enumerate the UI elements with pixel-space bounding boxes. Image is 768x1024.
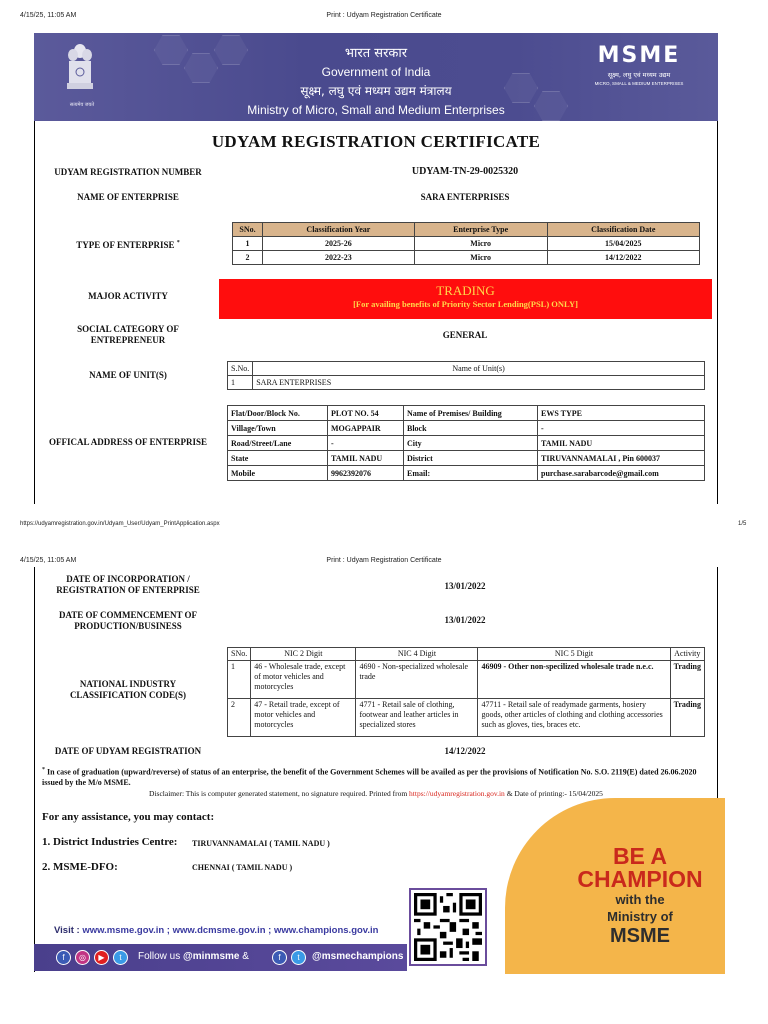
table-cell: Trading <box>670 699 704 737</box>
table-cell: Micro <box>414 237 547 251</box>
table-header-cell: S.No. <box>228 362 253 376</box>
champion-line-2: CHAMPION <box>577 866 703 892</box>
enterprise-type-star: * <box>176 240 180 246</box>
ministry-banner <box>34 33 718 121</box>
table-cell: Mobile <box>228 466 328 481</box>
table-cell: - <box>538 421 705 436</box>
major-activity-note: [For availing benefits of Priority Sector Lending(PSL) ONLY] <box>353 299 578 309</box>
follow-us-label: Follow us <box>138 951 181 962</box>
champion-badge <box>555 845 725 947</box>
table-row <box>228 436 705 451</box>
table-cell: 2025-26 <box>263 237 415 251</box>
table-cell: TAMIL NADU <box>538 436 705 451</box>
frame-border-right <box>717 121 718 504</box>
table-header-cell: Classification Date <box>547 223 699 237</box>
nic-label-line1: NATIONAL INDUSTRY <box>79 679 177 689</box>
commencement-date: 13/01/2022 <box>444 615 486 625</box>
table-row <box>228 406 705 421</box>
enterprise-type-label <box>40 238 216 251</box>
champion-line-5: MSME <box>610 925 670 947</box>
commencement-label-line2: PRODUCTION/BUSINESS <box>74 621 182 631</box>
table-cell: 4690 - Non-specialized wholesale trade <box>356 661 478 699</box>
table-header-cell: SNo. <box>228 648 251 661</box>
disclaimer-print-date: & Date of printing:- 15/04/2025 <box>506 789 603 798</box>
table-cell: 1 <box>228 661 251 699</box>
table-cell: 47711 - Retail sale of readymade garments, hosiery goods, other articles of clothing and clothing accessories such as gloves, ties, braces etc. <box>478 699 670 737</box>
graduation-footnote <box>42 765 706 788</box>
footnote-star: * <box>42 767 45 773</box>
table-row <box>228 661 705 699</box>
table-row <box>233 237 700 251</box>
table-cell: 2 <box>228 699 251 737</box>
msme-logo-english: MICRO, SMALL & MEDIUM ENTERPRISES <box>594 81 684 86</box>
government-of-india: Government of India <box>321 65 431 79</box>
major-activity-box <box>219 279 712 319</box>
ministry-name: Ministry of Micro, Small and Medium Enterprises <box>247 103 505 117</box>
table-cell: 2 <box>233 251 263 265</box>
table-cell: 1 <box>228 376 253 390</box>
dfo-label: 2. MSME-DFO: <box>42 861 118 873</box>
table-cell: District <box>404 451 538 466</box>
table-cell: 9962392076 <box>328 466 404 481</box>
facebook-icon[interactable]: f <box>56 950 71 965</box>
twitter-icon[interactable]: t <box>113 950 128 965</box>
table-cell: 46909 - Other non-specilized wholesale trade n.e.c. <box>478 661 670 699</box>
commencement-label <box>40 610 216 632</box>
dic-value: TIRUVANNAMALAI ( TAMIL NADU ) <box>192 839 330 848</box>
print-title: Print : Udyam Registration Certificate <box>326 12 442 19</box>
udyam-date-value: 14/12/2022 <box>444 746 486 756</box>
table-row <box>233 251 700 265</box>
table-cell: Email: <box>404 466 538 481</box>
youtube-icon[interactable]: ▶ <box>94 950 109 965</box>
footnote-text: In case of graduation (upward/reverse) of status of an enterprise, the benefit of the Government Schemes will be availed as per the provisions of Notification No. S.O. 2119(E) dated 26.06.2020 issued by the M/o MSME. <box>42 767 697 787</box>
social-footer-bar <box>34 944 407 971</box>
champion-line-4: Ministry of <box>607 909 673 924</box>
table-header-cell: NIC 4 Digit <box>356 648 478 661</box>
enterprise-name-label: NAME OF ENTERPRISE <box>77 192 179 202</box>
table-cell: EWS TYPE <box>538 406 705 421</box>
table-cell: Road/Street/Lane <box>228 436 328 451</box>
champion-line-1: BE A <box>612 843 668 869</box>
dfo-value: CHENNAI ( TAMIL NADU ) <box>192 863 293 872</box>
table-row <box>228 376 705 390</box>
table-cell: purchase.sarabarcode@gmail.com <box>538 466 705 481</box>
table-header-cell: Activity <box>670 648 704 661</box>
emblem-caption: सत्यमेव जयते <box>69 102 95 108</box>
table-cell: Village/Town <box>228 421 328 436</box>
frame-border-left <box>34 121 35 504</box>
udyam-date-label: DATE OF UDYAM REGISTRATION <box>54 746 202 756</box>
table-header-row <box>233 223 700 237</box>
msme-logo <box>588 43 690 86</box>
table-header-cell: Name of Unit(s) <box>253 362 705 376</box>
address-table <box>227 405 705 481</box>
units-table <box>227 361 705 390</box>
incorporation-date: 13/01/2022 <box>444 581 486 591</box>
table-cell: 4771 - Retail sale of clothing, footwear and leather articles in specialized stores <box>356 699 478 737</box>
nic-table <box>227 647 705 737</box>
incorporation-label-line2: REGISTRATION OF ENTERPRISE <box>56 585 200 595</box>
contact-heading: For any assistance, you may contact: <box>42 811 215 823</box>
table-cell: City <box>404 436 538 451</box>
major-activity-label: MAJOR ACTIVITY <box>88 291 168 301</box>
classification-table <box>232 222 700 265</box>
disclaimer-text: Disclaimer: This is computer generated statement, no signature required. Printed from <box>149 789 408 798</box>
print-timestamp: 4/15/25, 11:05 AM <box>20 557 77 564</box>
enterprise-type-label-text: TYPE OF ENTERPRISE <box>76 240 175 250</box>
table-cell: Name of Premises/ Building <box>404 406 538 421</box>
table-cell: State <box>228 451 328 466</box>
table-header-cell: SNo. <box>233 223 263 237</box>
social-category-label <box>40 324 216 346</box>
social-category-label-line1: SOCIAL CATEGORY OF <box>77 324 179 334</box>
table-row <box>228 421 705 436</box>
dic-label: 1. District Industries Centre: <box>42 836 178 848</box>
instagram-icon[interactable]: ◎ <box>75 950 90 965</box>
table-cell: - <box>328 436 404 451</box>
handle-minmsme[interactable]: @minmsme <box>183 951 240 962</box>
table-cell: 2022-23 <box>263 251 415 265</box>
nic-label <box>40 679 216 701</box>
table-cell: TIRUVANNAMALAI , Pin 600037 <box>538 451 705 466</box>
handle-msmechampions[interactable]: @msmechampions <box>312 951 404 962</box>
social-category-label-line2: ENTREPRENEUR <box>90 335 166 345</box>
visit-url-list[interactable]: www.msme.gov.in ; www.dcmsme.gov.in ; www.champions.gov.in <box>82 925 379 936</box>
table-header-cell: Enterprise Type <box>414 223 547 237</box>
major-activity-value: TRADING <box>436 283 495 298</box>
twitter-icon[interactable]: t <box>291 950 306 965</box>
qr-code-icon <box>414 893 482 961</box>
msme-logo-hindi: सूक्ष्म, लघु एवं मध्यम उद्यम <box>607 71 671 79</box>
table-cell: MOGAPPAIR <box>328 421 404 436</box>
print-timestamp: 4/15/25, 11:05 AM <box>20 12 77 19</box>
frame-border-left <box>34 567 35 972</box>
address-label: OFFICAL ADDRESS OF ENTERPRISE <box>49 437 207 447</box>
reg-number-label: UDYAM REGISTRATION NUMBER <box>54 167 202 177</box>
msme-logo-word: MSME <box>597 43 681 68</box>
table-cell: 14/12/2022 <box>547 251 699 265</box>
incorporation-label-line1: DATE OF INCORPORATION / <box>66 574 190 584</box>
table-row <box>228 699 705 737</box>
page-number: 1/5 <box>738 521 747 527</box>
enterprise-name-value: SARA ENTERPRISES <box>420 192 510 202</box>
hindi-ministry: सूक्ष्म, लघु एवं मध्यम उद्यम मंत्रालय <box>300 84 452 98</box>
table-cell: Block <box>404 421 538 436</box>
table-cell: Micro <box>414 251 547 265</box>
table-cell: 15/04/2025 <box>547 237 699 251</box>
commencement-label-line1: DATE OF COMMENCEMENT OF <box>58 610 198 620</box>
table-cell: Trading <box>670 661 704 699</box>
print-title: Print : Udyam Registration Certificate <box>326 557 442 564</box>
qr-code[interactable] <box>409 888 487 966</box>
table-cell: 47 - Retail trade, except of motor vehicles and motorcycles <box>251 699 356 737</box>
hindi-government: भारत सरकार <box>344 46 408 61</box>
nic-label-line2: CLASSIFICATION CODE(S) <box>69 690 187 700</box>
reg-number-value: UDYAM-TN-29-0025320 <box>411 166 519 177</box>
table-header-cell: NIC 5 Digit <box>478 648 670 661</box>
table-header-cell: NIC 2 Digit <box>251 648 356 661</box>
unit-names-label: NAME OF UNIT(S) <box>89 370 167 380</box>
table-cell: Flat/Door/Block No. <box>228 406 328 421</box>
table-header-cell: Classification Year <box>263 223 415 237</box>
facebook-icon[interactable]: f <box>272 950 287 965</box>
table-header-row <box>228 362 705 376</box>
table-cell: 1 <box>233 237 263 251</box>
certificate-title: UDYAM REGISTRATION CERTIFICATE <box>211 132 541 151</box>
table-cell: PLOT NO. 54 <box>328 406 404 421</box>
social-category-value: GENERAL <box>442 330 488 340</box>
handle-separator: & <box>242 951 249 962</box>
table-cell: 46 - Wholesale trade, except of motor vehicles and motorcycles <box>251 661 356 699</box>
table-row <box>228 466 705 481</box>
print-url[interactable]: https://udyamregistration.gov.in/Udyam_User/Udyam_PrintApplication.aspx <box>20 521 220 527</box>
table-row <box>228 451 705 466</box>
champion-line-3: with the <box>615 892 665 907</box>
visit-links <box>54 925 378 936</box>
udyam-portal-link[interactable]: https://udyamregistration.gov.in <box>409 789 505 798</box>
visit-label: Visit : <box>54 925 80 936</box>
table-cell: SARA ENTERPRISES <box>253 376 705 390</box>
table-header-row <box>228 648 705 661</box>
follow-us-text <box>138 951 249 962</box>
incorporation-label <box>40 574 216 596</box>
table-cell: TAMIL NADU <box>328 451 404 466</box>
